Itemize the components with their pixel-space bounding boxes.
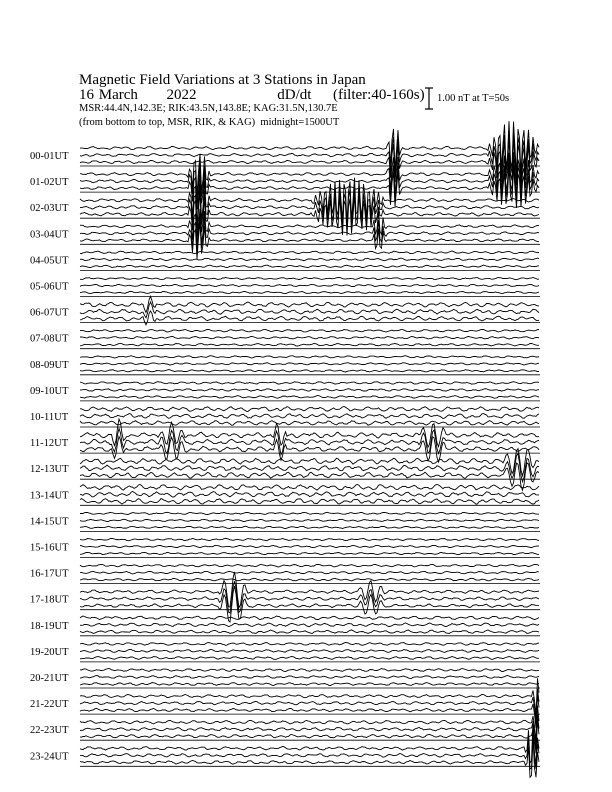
station-trace-kag [80,449,539,476]
scale-bar-label: 1.00 nT at T=50s [437,93,510,104]
row-label: 07-08UT [30,333,69,345]
trace-row [30,382,540,401]
trace-row [30,329,540,348]
station-trace-kag [80,178,539,227]
station-trace-msr [80,526,539,528]
row-label: 09-10UT [30,385,69,397]
station-trace-rik [80,414,539,419]
station-trace-kag [80,669,539,672]
station-trace-rik [80,428,539,454]
trace-row [30,538,540,557]
station-trace-rik [80,519,539,521]
row-label: 14-15UT [30,516,69,528]
station-trace-rik [80,571,539,574]
station-trace-msr [80,437,539,463]
station-trace-msr [80,739,539,778]
trace-row [30,616,540,636]
station-trace-kag [80,121,539,175]
station-trace-kag [80,564,539,567]
station-trace-msr [80,683,539,686]
row-label: 02-03UT [30,203,69,215]
date-year: 2022 [166,87,197,103]
trace-row [30,449,540,491]
filter-label: (filter:40-160s) [333,87,425,103]
station-trace-msr [80,396,539,399]
station-trace-rik [80,216,539,251]
station-trace-kag [80,356,539,358]
row-label: 10-11UT [30,412,69,423]
station-trace-msr [80,630,539,634]
trace-row [30,251,540,270]
station-trace-kag [80,512,539,514]
row-label: 03-04UT [30,229,69,241]
station-trace-msr [80,265,539,268]
row-label: 16-17UT [30,568,69,580]
station-trace-kag [80,382,539,385]
row-label: 20-21UT [30,673,69,684]
trace-row [30,277,540,296]
trace-row [30,178,540,237]
row-label: 05-06UT [30,281,69,293]
station-trace-rik [80,581,539,613]
row-label: 11-12UT [30,438,69,450]
station-trace-rik [80,336,539,339]
station-trace-kag [80,485,539,491]
row-label: 12-13UT [30,464,69,476]
station-trace-kag [80,538,539,540]
station-trace-msr [80,192,539,237]
station-trace-kag [80,296,539,312]
station-trace-msr [80,578,539,581]
station-trace-kag [80,277,539,279]
row-label: 19-20UT [30,646,69,658]
station-trace-kag [80,251,539,254]
station-trace-kag [80,329,539,332]
station-trace-kag [80,616,539,620]
trace-row [30,152,540,209]
scale-bar [425,88,433,109]
station-trace-msr [80,222,539,259]
row-label: 17-18UT [30,594,69,606]
station-trace-rik [80,689,539,722]
station-trace-rik [80,623,539,627]
station-trace-kag [80,407,539,412]
trace-row [30,356,540,375]
trace-row [30,121,540,187]
trace-row [30,485,540,506]
row-label: 01-02UT [30,177,69,189]
trace-row [30,407,540,428]
station-trace-kag [80,572,539,608]
trace-row [30,419,540,462]
chart-title: Magnetic Field Variations at 3 Stations in Japan [79,72,366,88]
station-trace-kag [80,721,539,765]
row-label: 00-01UT [30,151,69,162]
station-trace-msr [80,552,539,554]
station-trace-msr [80,695,539,728]
date-month: March [98,87,138,103]
row-label: 18-19UT [30,620,69,632]
station-trace-rik [80,258,539,261]
order-note: (from bottom to top, MSR, RIK, & KAG) [79,117,256,128]
station-trace-rik [80,160,539,202]
trace-row [30,512,540,531]
trace-row [30,678,540,727]
station-trace-rik [80,128,539,180]
row-label: 06-07UT [30,307,69,319]
station-trace-rik [80,284,539,286]
trace-row [30,643,540,662]
station-coordinates: MSR:44.4N,142.3E; RIK:43.5N,143.8E; KAG:31.5N,130.7E [79,103,338,114]
station-trace-msr [80,421,539,426]
station-trace-rik [80,491,539,497]
station-trace-msr [80,343,539,346]
station-trace-msr [80,657,539,660]
station-trace-rik [80,676,539,679]
date-day: 16 [79,87,94,103]
row-label: 08-09UT [30,359,69,371]
row-label: 13-14UT [30,490,69,502]
trace-row [30,209,540,259]
trace-row [30,296,540,325]
row-label: 21-22UT [30,699,69,711]
trace-row [30,669,540,689]
trace-rows [30,121,540,777]
station-trace-rik [80,389,539,392]
trace-row [30,564,540,583]
row-label: 15-16UT [30,542,69,554]
component-label: dD/dt [277,87,312,103]
station-trace-msr [80,499,539,505]
midnight-note: midnight=1500UT [260,117,340,128]
station-trace-rik [80,186,539,231]
station-trace-rik [80,363,539,365]
station-trace-kag [80,643,539,646]
row-label: 04-05UT [30,255,69,267]
station-trace-rik [80,715,539,747]
row-label: 22-23UT [30,725,69,737]
station-trace-msr [80,291,539,293]
station-trace-rik [80,649,539,652]
station-trace-rik [80,454,539,482]
station-trace-msr [80,136,539,187]
station-trace-rik [80,545,539,547]
trace-row [30,706,540,754]
station-trace-msr [80,370,539,372]
row-label: 23-24UT [30,751,69,763]
